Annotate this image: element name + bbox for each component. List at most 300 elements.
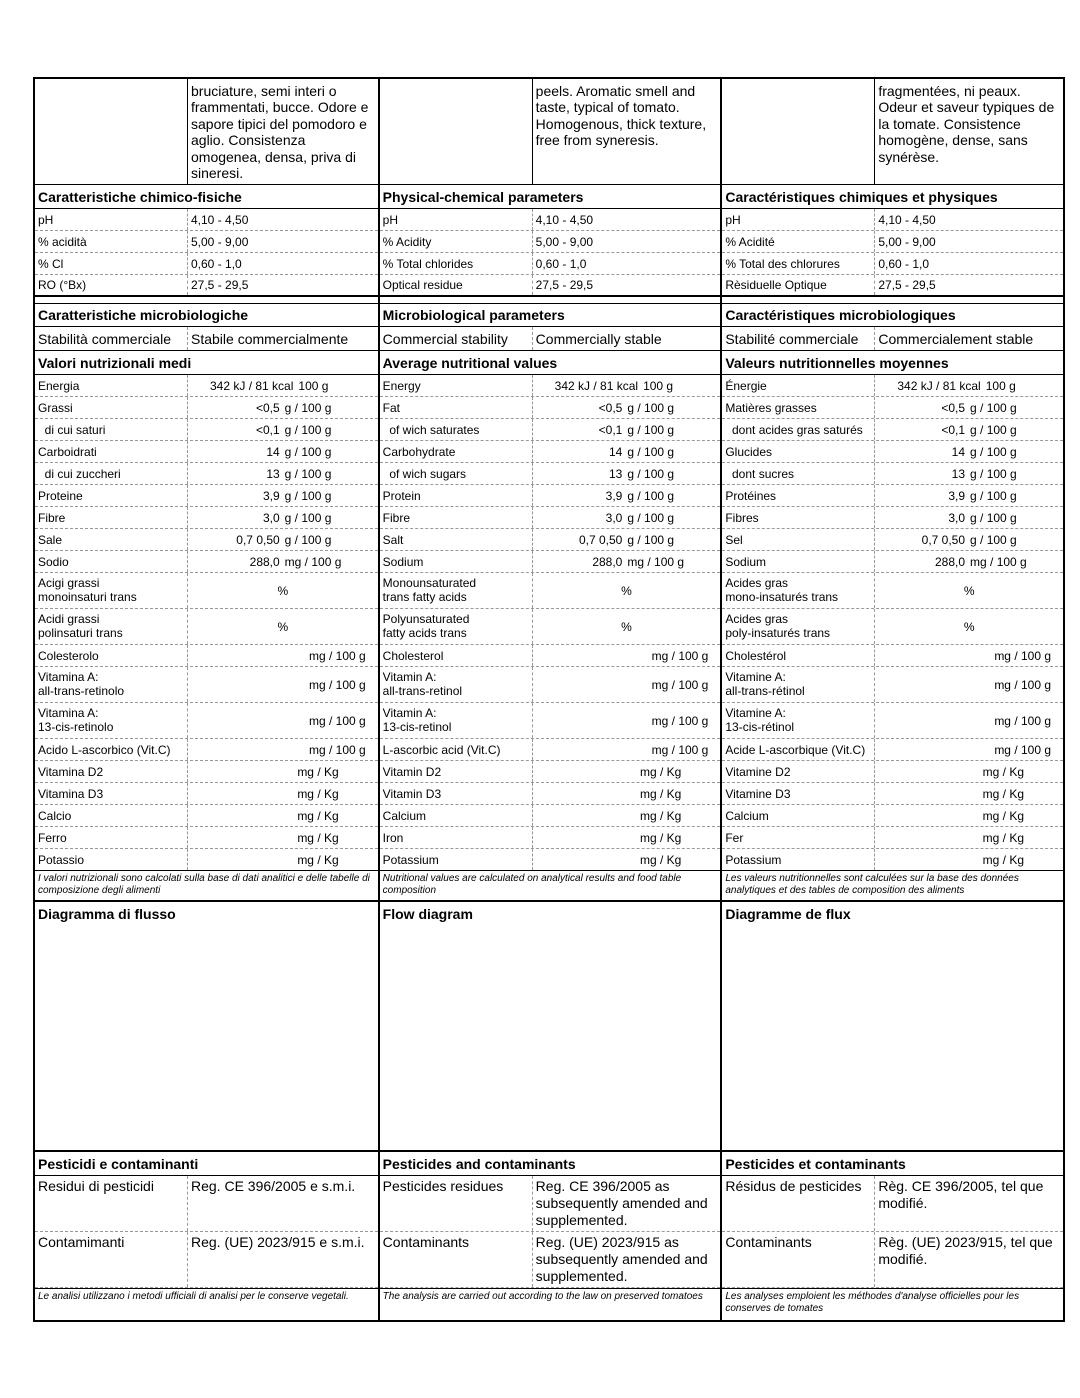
trans-fat-label-line1: Acigi grassi bbox=[38, 576, 100, 590]
nutrient-value-cell bbox=[533, 507, 721, 528]
vitamin-a-label bbox=[35, 703, 188, 738]
energy-unit: 100 g bbox=[643, 378, 674, 393]
table-row bbox=[380, 79, 721, 185]
trans-fat-label bbox=[35, 609, 188, 644]
trans-fat-label-line2: poly-insaturés trans bbox=[725, 626, 831, 640]
vitamin-a-unit-cell bbox=[875, 667, 1063, 702]
section-title-micro: Microbiological parameters bbox=[382, 307, 565, 323]
nutrient-unit: g / 100 g bbox=[284, 444, 332, 459]
trans-fat-unit-cell bbox=[533, 609, 721, 644]
micronutrient-label: Vitamin D3 bbox=[380, 783, 533, 804]
nutrient-amount: <0,5 bbox=[255, 400, 280, 415]
table-row bbox=[722, 485, 1063, 507]
energy-value: 342 kJ / 81 kcal bbox=[554, 378, 639, 393]
micronutrient-unit-cell bbox=[188, 761, 378, 782]
table-row bbox=[380, 783, 721, 805]
cholesterol-unit: mg / 100 g bbox=[308, 648, 366, 663]
micronutrient-label: Vitamine D2 bbox=[722, 761, 875, 782]
description-line: homogène, dense, sans bbox=[878, 132, 1028, 149]
trans-fat-label-line1: Acides gras bbox=[725, 612, 789, 626]
nutrient-value-cell bbox=[188, 551, 378, 572]
micronutrient-label: Potassium bbox=[380, 849, 533, 870]
cholesterol-unit: mg / 100 g bbox=[994, 648, 1052, 663]
nutrient-unit: g / 100 g bbox=[284, 400, 332, 415]
table-row bbox=[722, 703, 1063, 739]
table-row bbox=[722, 304, 1063, 327]
vitamin-a-label-line2: 13-cis-rétinol bbox=[725, 720, 795, 734]
nutrient-value-cell bbox=[875, 529, 1063, 550]
nutrient-label: di cui saturi bbox=[35, 419, 188, 440]
table-row bbox=[35, 375, 378, 397]
micronutrient-unit-cell bbox=[875, 761, 1063, 782]
micronutrient-unit: mg / Kg bbox=[639, 808, 682, 823]
desc-label-cell bbox=[380, 79, 533, 184]
trans-fat-label-line1: Acides gras bbox=[725, 576, 789, 590]
nutrient-amount: 14 bbox=[951, 444, 966, 459]
chem-param-value: 4,10 - 4,50 bbox=[191, 212, 249, 227]
nutrient-value-cell bbox=[188, 529, 378, 550]
nutrient-unit: g / 100 g bbox=[627, 400, 675, 415]
nutrient-unit: mg / 100 g bbox=[627, 554, 685, 569]
nutrient-label: Grassi bbox=[35, 397, 188, 418]
nutrient-label: Fibre bbox=[35, 507, 188, 528]
nutrient-amount: 13 bbox=[951, 466, 966, 481]
vitamin-a-label-line2: all-trans-rétinol bbox=[725, 684, 805, 698]
chem-param-label: % Acidity bbox=[380, 231, 533, 252]
cholesterol-label: Cholesterol bbox=[380, 645, 533, 666]
nutrient-unit: g / 100 g bbox=[970, 444, 1017, 459]
energy-value: 342 kJ / 81 kcal bbox=[210, 378, 294, 393]
nutrient-value-cell bbox=[188, 441, 378, 462]
nutrient-unit: g / 100 g bbox=[627, 488, 675, 503]
analysis-footnote: Le analisi utilizzano i metodi ufficiali di analisi per le conserve vegetali. bbox=[35, 1288, 378, 1320]
table-row bbox=[722, 253, 1063, 275]
trans-fat-unit: % bbox=[621, 583, 632, 598]
nutrient-unit: g / 100 g bbox=[970, 400, 1017, 415]
nutrient-amount: 3,0 bbox=[948, 510, 966, 525]
nutrient-unit: g / 100 g bbox=[284, 466, 332, 481]
vitamin-a-unit-cell bbox=[533, 703, 721, 738]
table-row bbox=[722, 441, 1063, 463]
vitamin-a-label bbox=[722, 667, 875, 702]
nutrient-value-cell bbox=[533, 441, 721, 462]
description-line: omogenea, densa, priva di bbox=[191, 148, 356, 165]
table-row bbox=[722, 609, 1063, 645]
table-row bbox=[380, 849, 721, 871]
micronutrient-label: Potassium bbox=[722, 849, 875, 870]
pesticide-label: Contaminants bbox=[722, 1232, 875, 1287]
nutrient-amount: 14 bbox=[266, 444, 280, 459]
desc-label-cell bbox=[722, 79, 875, 184]
vitamin-a-label-line1: Vitamina A: bbox=[38, 706, 99, 720]
cholesterol-unit-cell bbox=[533, 645, 721, 666]
energy-label: Energia bbox=[35, 375, 188, 396]
micro-label: Stabilità commerciale bbox=[35, 327, 188, 350]
nutrient-value-cell bbox=[188, 485, 378, 506]
product-description bbox=[533, 79, 721, 184]
nutrient-amount: 3,0 bbox=[605, 510, 623, 525]
nutrient-amount: 0,7 0,50 bbox=[921, 532, 966, 547]
nutrient-label: Sale bbox=[35, 529, 188, 550]
table-row bbox=[35, 667, 378, 703]
pesticide-regulation: Reg. CE 396/2005 as subsequently amended and supplemented. bbox=[535, 1178, 708, 1228]
table-row bbox=[35, 529, 378, 551]
table-row bbox=[722, 783, 1063, 805]
pesticide-label: Pesticides residues bbox=[380, 1176, 533, 1231]
vitamin-a-label-line1: Vitamin A: bbox=[382, 706, 437, 720]
table-row bbox=[380, 327, 721, 351]
table-row bbox=[722, 327, 1063, 351]
nutrient-label: Matières grasses bbox=[722, 397, 875, 418]
table-row bbox=[35, 231, 378, 253]
description-line: bruciature, semi interi o bbox=[191, 83, 337, 99]
table-row bbox=[35, 253, 378, 275]
nutrient-amount: <0,5 bbox=[598, 400, 623, 415]
table-row bbox=[380, 703, 721, 739]
trans-fat-unit-cell bbox=[533, 573, 721, 608]
pesticide-regulation: Règ. CE 396/2005, tel que modifié. bbox=[878, 1178, 1044, 1211]
trans-fat-label-line1: Polyunsaturated bbox=[382, 612, 470, 626]
pesticide-regulation: Règ. (UE) 2023/915, tel que modifié. bbox=[878, 1234, 1053, 1267]
micronutrient-label: Acide L-ascorbique (Vit.C) bbox=[722, 739, 875, 760]
table-row bbox=[722, 1232, 1063, 1288]
nutrient-label: Fibres bbox=[722, 507, 875, 528]
nutrient-amount: 288,0 bbox=[934, 554, 966, 569]
nutrient-amount: 3,9 bbox=[605, 488, 623, 503]
micronutrient-unit: mg / Kg bbox=[639, 852, 682, 867]
table-row bbox=[722, 849, 1063, 871]
vitamin-a-unit: mg / 100 g bbox=[994, 713, 1052, 728]
nutrient-unit: g / 100 g bbox=[284, 422, 332, 437]
nutrient-amount: 3,9 bbox=[948, 488, 966, 503]
micronutrient-unit: mg / 100 g bbox=[651, 742, 709, 757]
nutrient-label: Protein bbox=[380, 485, 533, 506]
table-row bbox=[380, 419, 721, 441]
chem-param-label: % Cl bbox=[35, 253, 188, 274]
table-row bbox=[35, 1176, 378, 1232]
cholesterol-label: Colesterolo bbox=[35, 645, 188, 666]
table-row bbox=[722, 209, 1063, 231]
vitamin-a-label bbox=[35, 667, 188, 702]
flow-diagram-area bbox=[722, 902, 1063, 1152]
table-row bbox=[35, 703, 378, 739]
section-gap bbox=[722, 297, 1063, 304]
nutrient-value-cell bbox=[533, 551, 721, 572]
vitamin-a-unit: mg / 100 g bbox=[308, 713, 366, 728]
nutrient-value-cell bbox=[533, 419, 721, 440]
pesticide-label: Contaminants bbox=[380, 1232, 533, 1287]
nutrient-value-cell bbox=[875, 397, 1063, 418]
table-row bbox=[722, 397, 1063, 419]
nutrient-value-cell bbox=[533, 485, 721, 506]
nutrient-amount: 13 bbox=[266, 466, 280, 481]
trans-fat-unit-cell bbox=[875, 609, 1063, 644]
vitamin-a-label bbox=[380, 667, 533, 702]
micro-value: Stabile commercialmente bbox=[191, 330, 349, 347]
micronutrient-unit-cell bbox=[875, 783, 1063, 804]
nutrient-amount: <0,1 bbox=[941, 422, 966, 437]
table-row bbox=[722, 419, 1063, 441]
table-row bbox=[380, 485, 721, 507]
table-row bbox=[35, 1232, 378, 1288]
nutrient-label: Glucides bbox=[722, 441, 875, 462]
nutrient-amount: <0,1 bbox=[255, 422, 280, 437]
nutrient-label: dont sucres bbox=[722, 463, 875, 484]
table-row bbox=[35, 761, 378, 783]
description-line: free from syneresis. bbox=[535, 132, 659, 149]
trans-fat-label-line2: mono-insaturés trans bbox=[725, 590, 839, 604]
table-row bbox=[380, 304, 721, 327]
table-row bbox=[380, 1232, 721, 1288]
micro-label: Commercial stability bbox=[380, 327, 533, 350]
vitamin-a-label-line2: 13-cis-retinol bbox=[382, 720, 452, 734]
analysis-footnote: Les analyses emploient les méthodes d'analyse officielles pour les conserves de tomates bbox=[722, 1288, 1063, 1320]
description-line: sapore tipici del pomodoro e bbox=[191, 115, 367, 132]
table-row bbox=[380, 827, 721, 849]
table-row bbox=[380, 231, 721, 253]
vitamin-a-unit-cell bbox=[533, 667, 721, 702]
flow-diagram-area bbox=[380, 902, 721, 1152]
section-title-chemical: Caratteristiche chimico-fisiche bbox=[38, 188, 242, 205]
nutrient-value-cell bbox=[875, 485, 1063, 506]
chem-param-label: pH bbox=[722, 209, 875, 230]
vitamin-a-label-line2: all-trans-retinolo bbox=[38, 684, 125, 698]
micronutrient-unit: mg / Kg bbox=[982, 830, 1025, 845]
nutrient-unit: g / 100 g bbox=[970, 532, 1017, 547]
nutrient-unit: g / 100 g bbox=[284, 532, 332, 547]
trans-fat-label bbox=[722, 609, 875, 644]
chem-param-value: 0,60 - 1,0 bbox=[878, 256, 930, 271]
table-row bbox=[722, 739, 1063, 761]
trans-fat-unit: % bbox=[963, 619, 975, 634]
trans-fat-unit: % bbox=[963, 583, 975, 598]
section-title-pesticides: Pesticides et contaminants bbox=[725, 1155, 906, 1172]
trans-fat-label bbox=[722, 573, 875, 608]
chem-param-label: % Total chlorides bbox=[380, 253, 533, 274]
table-row bbox=[380, 573, 721, 609]
nutrient-value-cell bbox=[875, 463, 1063, 484]
nutrition-footnote: I valori nutrizionali sono calcolati sulla base di dati analitici e delle tabelle di composizione degli alimenti bbox=[35, 871, 378, 902]
table-row bbox=[722, 805, 1063, 827]
table-row bbox=[35, 327, 378, 351]
nutrient-unit: g / 100 g bbox=[970, 488, 1017, 503]
nutrient-value-cell bbox=[533, 529, 721, 550]
nutrient-label: Proteine bbox=[35, 485, 188, 506]
chem-param-value: 5,00 - 9,00 bbox=[535, 234, 594, 249]
micronutrient-label: Vitamina D2 bbox=[35, 761, 188, 782]
micronutrient-unit-cell bbox=[533, 783, 721, 804]
table-row bbox=[35, 304, 378, 327]
micronutrient-label: Acido L-ascorbico (Vit.C) bbox=[35, 739, 188, 760]
table-row bbox=[380, 463, 721, 485]
pesticide-regulation: Reg. CE 396/2005 e s.m.i. bbox=[191, 1178, 356, 1194]
micronutrient-label: Vitamin D2 bbox=[380, 761, 533, 782]
micronutrient-unit: mg / Kg bbox=[639, 786, 682, 801]
section-title-nutrition: Valeurs nutritionnelles moyennes bbox=[725, 354, 949, 371]
energy-unit: 100 g bbox=[985, 378, 1016, 393]
vitamin-a-label-line1: Vitamine A: bbox=[725, 706, 786, 720]
micronutrient-label: Calcio bbox=[35, 805, 188, 826]
chem-param-label: pH bbox=[35, 209, 188, 230]
section-gap bbox=[35, 297, 378, 304]
table-row bbox=[380, 805, 721, 827]
energy-unit: 100 g bbox=[298, 378, 329, 393]
table-row bbox=[35, 827, 378, 849]
nutrient-value-cell bbox=[533, 397, 721, 418]
vitamin-a-unit-cell bbox=[188, 667, 378, 702]
table-row bbox=[380, 609, 721, 645]
section-title-pesticides: Pesticides and contaminants bbox=[382, 1155, 576, 1172]
micro-value: Commercialement stable bbox=[878, 330, 1034, 347]
chem-param-label: Optical residue bbox=[380, 275, 533, 295]
chem-param-value: 0,60 - 1,0 bbox=[535, 256, 587, 271]
pesticide-label: Contamimanti bbox=[35, 1232, 188, 1287]
micronutrient-unit: mg / Kg bbox=[297, 786, 339, 801]
vitamin-a-label-line1: Vitamina A: bbox=[38, 670, 99, 684]
energy-label: Énergie bbox=[722, 375, 875, 396]
micro-label: Stabilité commerciale bbox=[722, 327, 875, 350]
vitamin-a-label bbox=[722, 703, 875, 738]
section-title-pesticides: Pesticidi e contaminanti bbox=[38, 1155, 199, 1172]
nutrient-amount: 3,9 bbox=[262, 488, 280, 503]
description-line: frammentati, bucce. Odore e bbox=[191, 99, 369, 116]
nutrient-label: Fat bbox=[380, 397, 533, 418]
table-row bbox=[35, 397, 378, 419]
section-title-flow: Flow diagram bbox=[382, 906, 473, 922]
trans-fat-label bbox=[380, 609, 533, 644]
micronutrient-unit: mg / Kg bbox=[982, 852, 1025, 867]
micronutrient-label: Fer bbox=[722, 827, 875, 848]
cholesterol-unit-cell bbox=[188, 645, 378, 666]
vitamin-a-unit-cell bbox=[875, 703, 1063, 738]
section-title-chemical: Caractéristiques chimiques et physiques bbox=[725, 188, 998, 205]
pesticide-label: Residui di pesticidi bbox=[35, 1176, 188, 1231]
table-row bbox=[35, 79, 378, 185]
pesticide-regulation: Reg. (UE) 2023/915 as subsequently amended and supplemented. bbox=[535, 1234, 708, 1284]
nutrient-label: Carboidrati bbox=[35, 441, 188, 462]
section-title-chemical: Physical-chemical parameters bbox=[382, 188, 584, 205]
desc-label-cell bbox=[35, 79, 188, 184]
table-row bbox=[35, 551, 378, 573]
table-row bbox=[35, 1152, 378, 1176]
nutrient-unit: mg / 100 g bbox=[284, 554, 342, 569]
description-line: Homogenous, thick texture, bbox=[535, 115, 707, 132]
vitamin-a-unit: mg / 100 g bbox=[308, 677, 366, 692]
nutrient-label: of wich saturates bbox=[380, 419, 533, 440]
table-row bbox=[380, 667, 721, 703]
vitamin-a-label-line2: all-trans-retinol bbox=[382, 684, 463, 698]
table-row bbox=[35, 441, 378, 463]
trans-fat-unit: % bbox=[277, 583, 289, 598]
table-row bbox=[380, 507, 721, 529]
section-title-flow: Diagramme de flux bbox=[725, 906, 851, 922]
micronutrient-unit-cell bbox=[875, 849, 1063, 870]
nutrient-amount: 288,0 bbox=[249, 554, 280, 569]
table-row bbox=[722, 375, 1063, 397]
trans-fat-label-line1: Monounsaturated bbox=[382, 576, 477, 590]
nutrient-amount: <0,5 bbox=[941, 400, 966, 415]
trans-fat-label-line2: trans fatty acids bbox=[382, 590, 467, 604]
description-line: aglio. Consistenza bbox=[191, 132, 306, 149]
table-row bbox=[380, 529, 721, 551]
chem-param-value: 4,10 - 4,50 bbox=[535, 212, 594, 227]
table-row bbox=[380, 1176, 721, 1232]
chem-param-label: RO (°Bx) bbox=[35, 275, 188, 295]
micronutrient-unit-cell bbox=[188, 805, 378, 826]
trans-fat-label-line2: polinsaturi trans bbox=[38, 626, 123, 640]
table-row bbox=[35, 783, 378, 805]
table-row bbox=[722, 463, 1063, 485]
micronutrient-unit-cell bbox=[533, 739, 721, 760]
table-row bbox=[35, 351, 378, 375]
table-row bbox=[380, 645, 721, 667]
table-row bbox=[722, 529, 1063, 551]
table-row bbox=[722, 827, 1063, 849]
energy-value: 342 kJ / 81 kcal bbox=[897, 378, 981, 393]
column-fr bbox=[720, 79, 1063, 1320]
description-line: fragmentées, ni peaux. bbox=[878, 83, 1021, 99]
trans-fat-unit-cell bbox=[875, 573, 1063, 608]
table-row bbox=[380, 761, 721, 783]
chem-param-value: 27,5 - 29,5 bbox=[535, 278, 594, 292]
nutrient-unit: g / 100 g bbox=[627, 444, 675, 459]
chem-param-label: % Total des chlorures bbox=[722, 253, 875, 274]
energy-value-cell bbox=[188, 375, 378, 396]
energy-value-cell bbox=[533, 375, 721, 396]
product-description bbox=[875, 79, 1063, 184]
table-row bbox=[35, 485, 378, 507]
trans-fat-label bbox=[380, 573, 533, 608]
table-row bbox=[35, 805, 378, 827]
nutrient-value-cell bbox=[188, 419, 378, 440]
table-row bbox=[35, 609, 378, 645]
nutrient-value-cell bbox=[875, 441, 1063, 462]
nutrient-value-cell bbox=[875, 507, 1063, 528]
table-row bbox=[380, 441, 721, 463]
pesticide-regulation: Reg. (UE) 2023/915 e s.m.i. bbox=[191, 1234, 365, 1250]
description-line: Odeur et saveur typiques de bbox=[878, 99, 1055, 116]
vitamin-a-label-line2: 13-cis-retinolo bbox=[38, 720, 114, 734]
description-line: peels. Aromatic smell and bbox=[535, 83, 696, 99]
nutrient-unit: g / 100 g bbox=[627, 422, 675, 437]
table-row bbox=[380, 351, 721, 375]
micronutrient-unit-cell bbox=[875, 739, 1063, 760]
cholesterol-label: Cholestérol bbox=[722, 645, 875, 666]
vitamin-a-label-line1: Vitamine A: bbox=[725, 670, 786, 684]
nutrient-label: Sodium bbox=[380, 551, 533, 572]
section-title-micro: Caractéristiques microbiologiques bbox=[725, 307, 956, 323]
nutrient-label: Sodium bbox=[722, 551, 875, 572]
table-row bbox=[722, 761, 1063, 783]
trans-fat-label-line2: monoinsaturi trans bbox=[38, 590, 137, 604]
table-row bbox=[35, 185, 378, 209]
section-gap bbox=[380, 297, 721, 304]
micronutrient-unit-cell bbox=[875, 805, 1063, 826]
nutrient-value-cell bbox=[188, 463, 378, 484]
micro-value: Commercially stable bbox=[535, 330, 662, 347]
micronutrient-label: Vitamine D3 bbox=[722, 783, 875, 804]
nutrient-unit: g / 100 g bbox=[970, 466, 1017, 481]
vitamin-a-unit: mg / 100 g bbox=[994, 677, 1052, 692]
micronutrient-label: L-ascorbic acid (Vit.C) bbox=[380, 739, 533, 760]
nutrient-amount: <0,1 bbox=[598, 422, 623, 437]
table-row bbox=[722, 573, 1063, 609]
nutrient-label: of wich sugars bbox=[380, 463, 533, 484]
nutrition-footnote: Les valeurs nutritionnelles sont calculées sur la base des données analytiques et des tables de composition des aliments bbox=[722, 871, 1063, 902]
energy-label: Energy bbox=[380, 375, 533, 396]
section-title-nutrition: Average nutritional values bbox=[382, 354, 558, 371]
section-title-flow: Diagramma di flusso bbox=[38, 906, 176, 922]
